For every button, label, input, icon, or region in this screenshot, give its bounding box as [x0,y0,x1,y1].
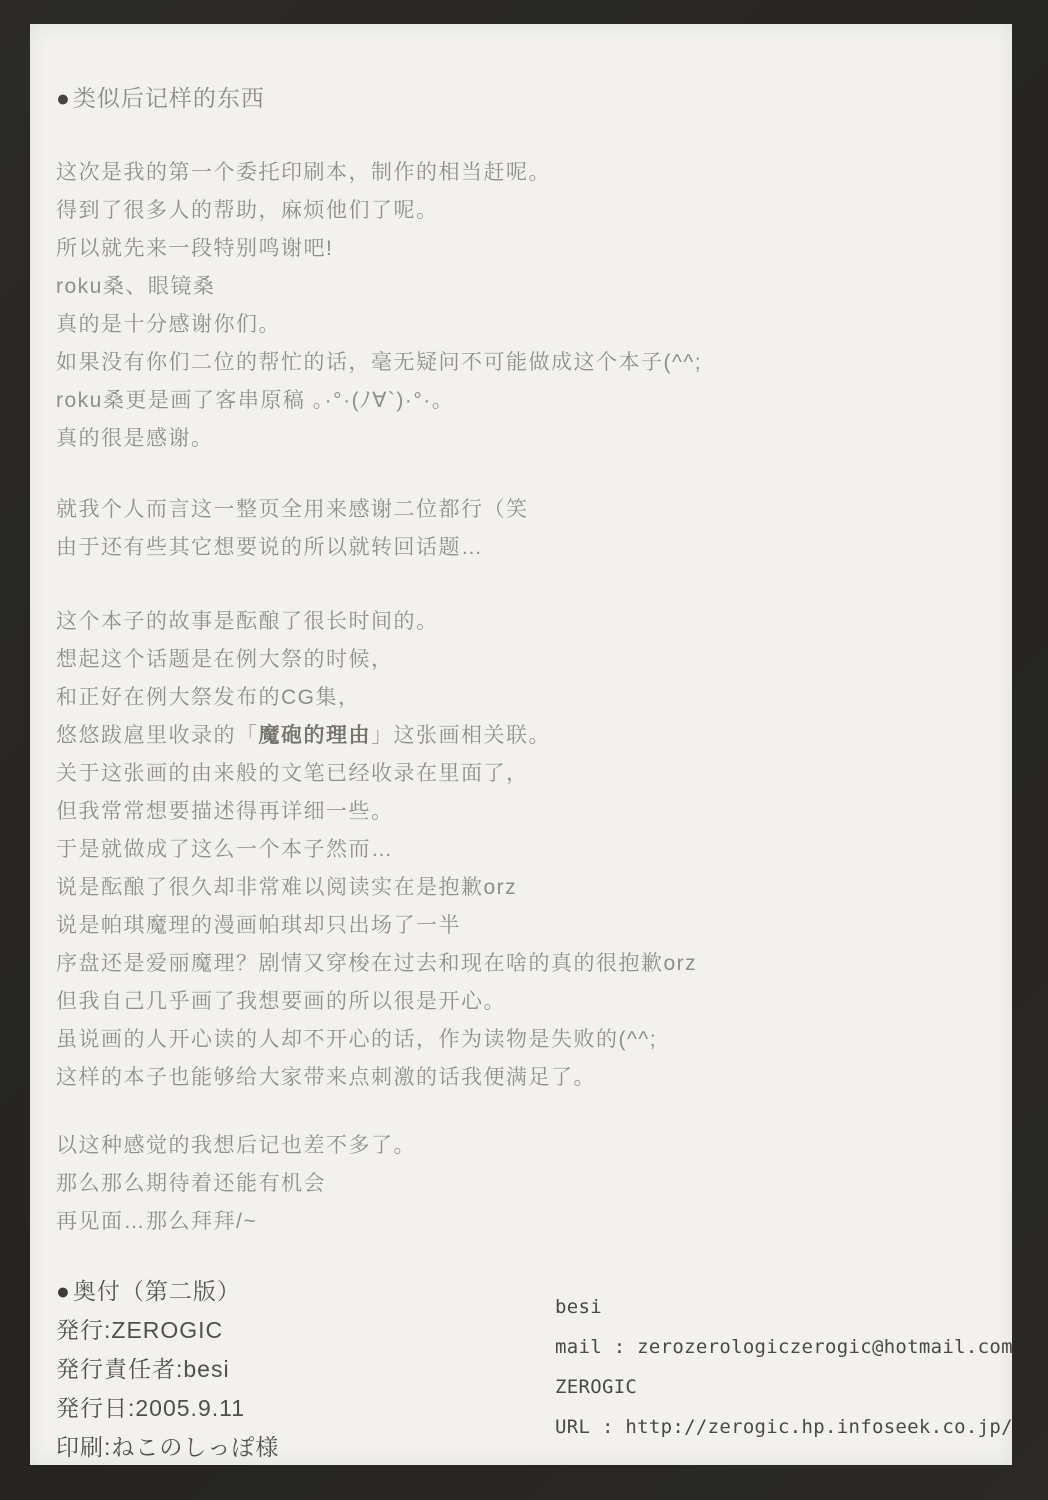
afterword-line: 关于这张画的由来般的文笔已经收录在里面了， [56,762,529,785]
afterword-line: 由于还有些其它想要说的所以就转回话题… [56,536,484,559]
spacer [56,1097,1012,1127]
afterword-line: 于是就做成了这么一个本子然而… [56,838,394,861]
afterword-line: 以这种感觉的我想后记也差不多了。 [56,1134,416,1157]
afterword-line: 所以就先来一段特别鸣谢吧! [56,237,334,260]
afterword-line: 序盘还是爱丽魔理？剧情又穿梭在过去和现在啥的真的很抱歉orz [56,952,698,975]
afterword-line: 如果没有你们二位的帮忙的话，毫无疑问不可能做成这个本子(^^; [56,351,703,374]
afterword-line: 这个本子的故事是酝酿了很长时间的。 [56,610,439,633]
afterword-line: 真的是十分感谢你们。 [56,313,281,336]
afterword-line: 这样的本子也能够给大家带来点刺激的话我便满足了。 [56,1066,596,1089]
afterword-line: 说是帕琪魔理的漫画帕琪却只出场了一半 [56,914,461,937]
afterword-line: 和正好在例大祭发布的CG集， [56,686,361,709]
afterword-line: roku桑更是画了客串原稿 。·°·(ﾉ∀`)·°·。 [56,389,455,412]
afterword-line: 说是酝酿了很久却非常难以阅读实在是抱歉orz [56,876,518,899]
afterword-line: 虽说画的人开心读的人却不开心的话，作为读物是失败的(^^; [56,1028,658,1051]
afterword-line-with-title [56,717,1012,755]
spacer [56,117,1012,154]
colophon-printer: 印刷:ねこのしっぽ様 [56,1434,280,1460]
afterword-line: 想起这个话题是在例大祭的时候， [56,648,394,671]
colophon-responsible: 発行責任者:besi [56,1356,230,1382]
afterword-line: 那么那么期待着还能有机会 [56,1172,326,1195]
colophon-date: 発行日:2005.9.11 [56,1395,246,1421]
afterword-line: 但我自己几乎画了我想要画的所以很是开心。 [56,990,506,1013]
afterword-line: 这次是我的第一个委托印刷本，制作的相当赶呢。 [56,161,551,184]
afterword-line: roku桑、眼镜桑 [56,275,216,298]
afterword-line: 但我常常想要描述得再详细一些。 [56,800,394,823]
afterword-paragraph-2 [56,491,1012,567]
afterword-paragraph-3 [56,603,1012,1097]
afterword-line: 再见面…那么拜拜/~ [56,1210,258,1233]
scanned-page [30,24,1012,1465]
afterword-paragraph-4 [56,1127,1012,1241]
afterword-section [30,24,1012,1241]
author-name: besi [555,1296,602,1318]
afterword-line: 就我个人而言这一整页全用来感谢二位都行（笑 [56,498,529,521]
afterword-heading-text: 类似后记样的东西 [72,85,265,111]
afterword-line: 得到了很多人的帮助，麻烦他们了呢。 [56,199,439,222]
contact-section [555,1287,1013,1447]
bullet-icon: ● [56,1278,71,1304]
colophon-publisher: 発行:ZEROGIC [56,1317,224,1343]
afterword-line: 真的很是感谢。 [56,427,214,450]
contact-url: URL : http://zerogic.hp.infoseek.co.jp/ [555,1416,1013,1438]
afterword-paragraph-1 [56,154,1012,458]
circle-name: ZEROGIC [555,1376,638,1398]
contact-mail: mail : zerozerologiczerogic@hotmail.com [555,1336,1013,1358]
colophon-heading-text: 奥付（第二版） [72,1278,241,1304]
spacer [56,458,1012,491]
bullet-icon: ● [56,85,71,111]
afterword-heading [56,79,1012,117]
title-line-suffix: 」这张画相关联。 [371,724,551,747]
colophon-section [56,1272,279,1467]
artwork-title: 魔砲的理由 [258,724,371,747]
colophon-heading [56,1272,279,1311]
title-line-prefix: 悠悠跋扈里收录的「 [56,724,259,747]
spacer [56,567,1012,603]
